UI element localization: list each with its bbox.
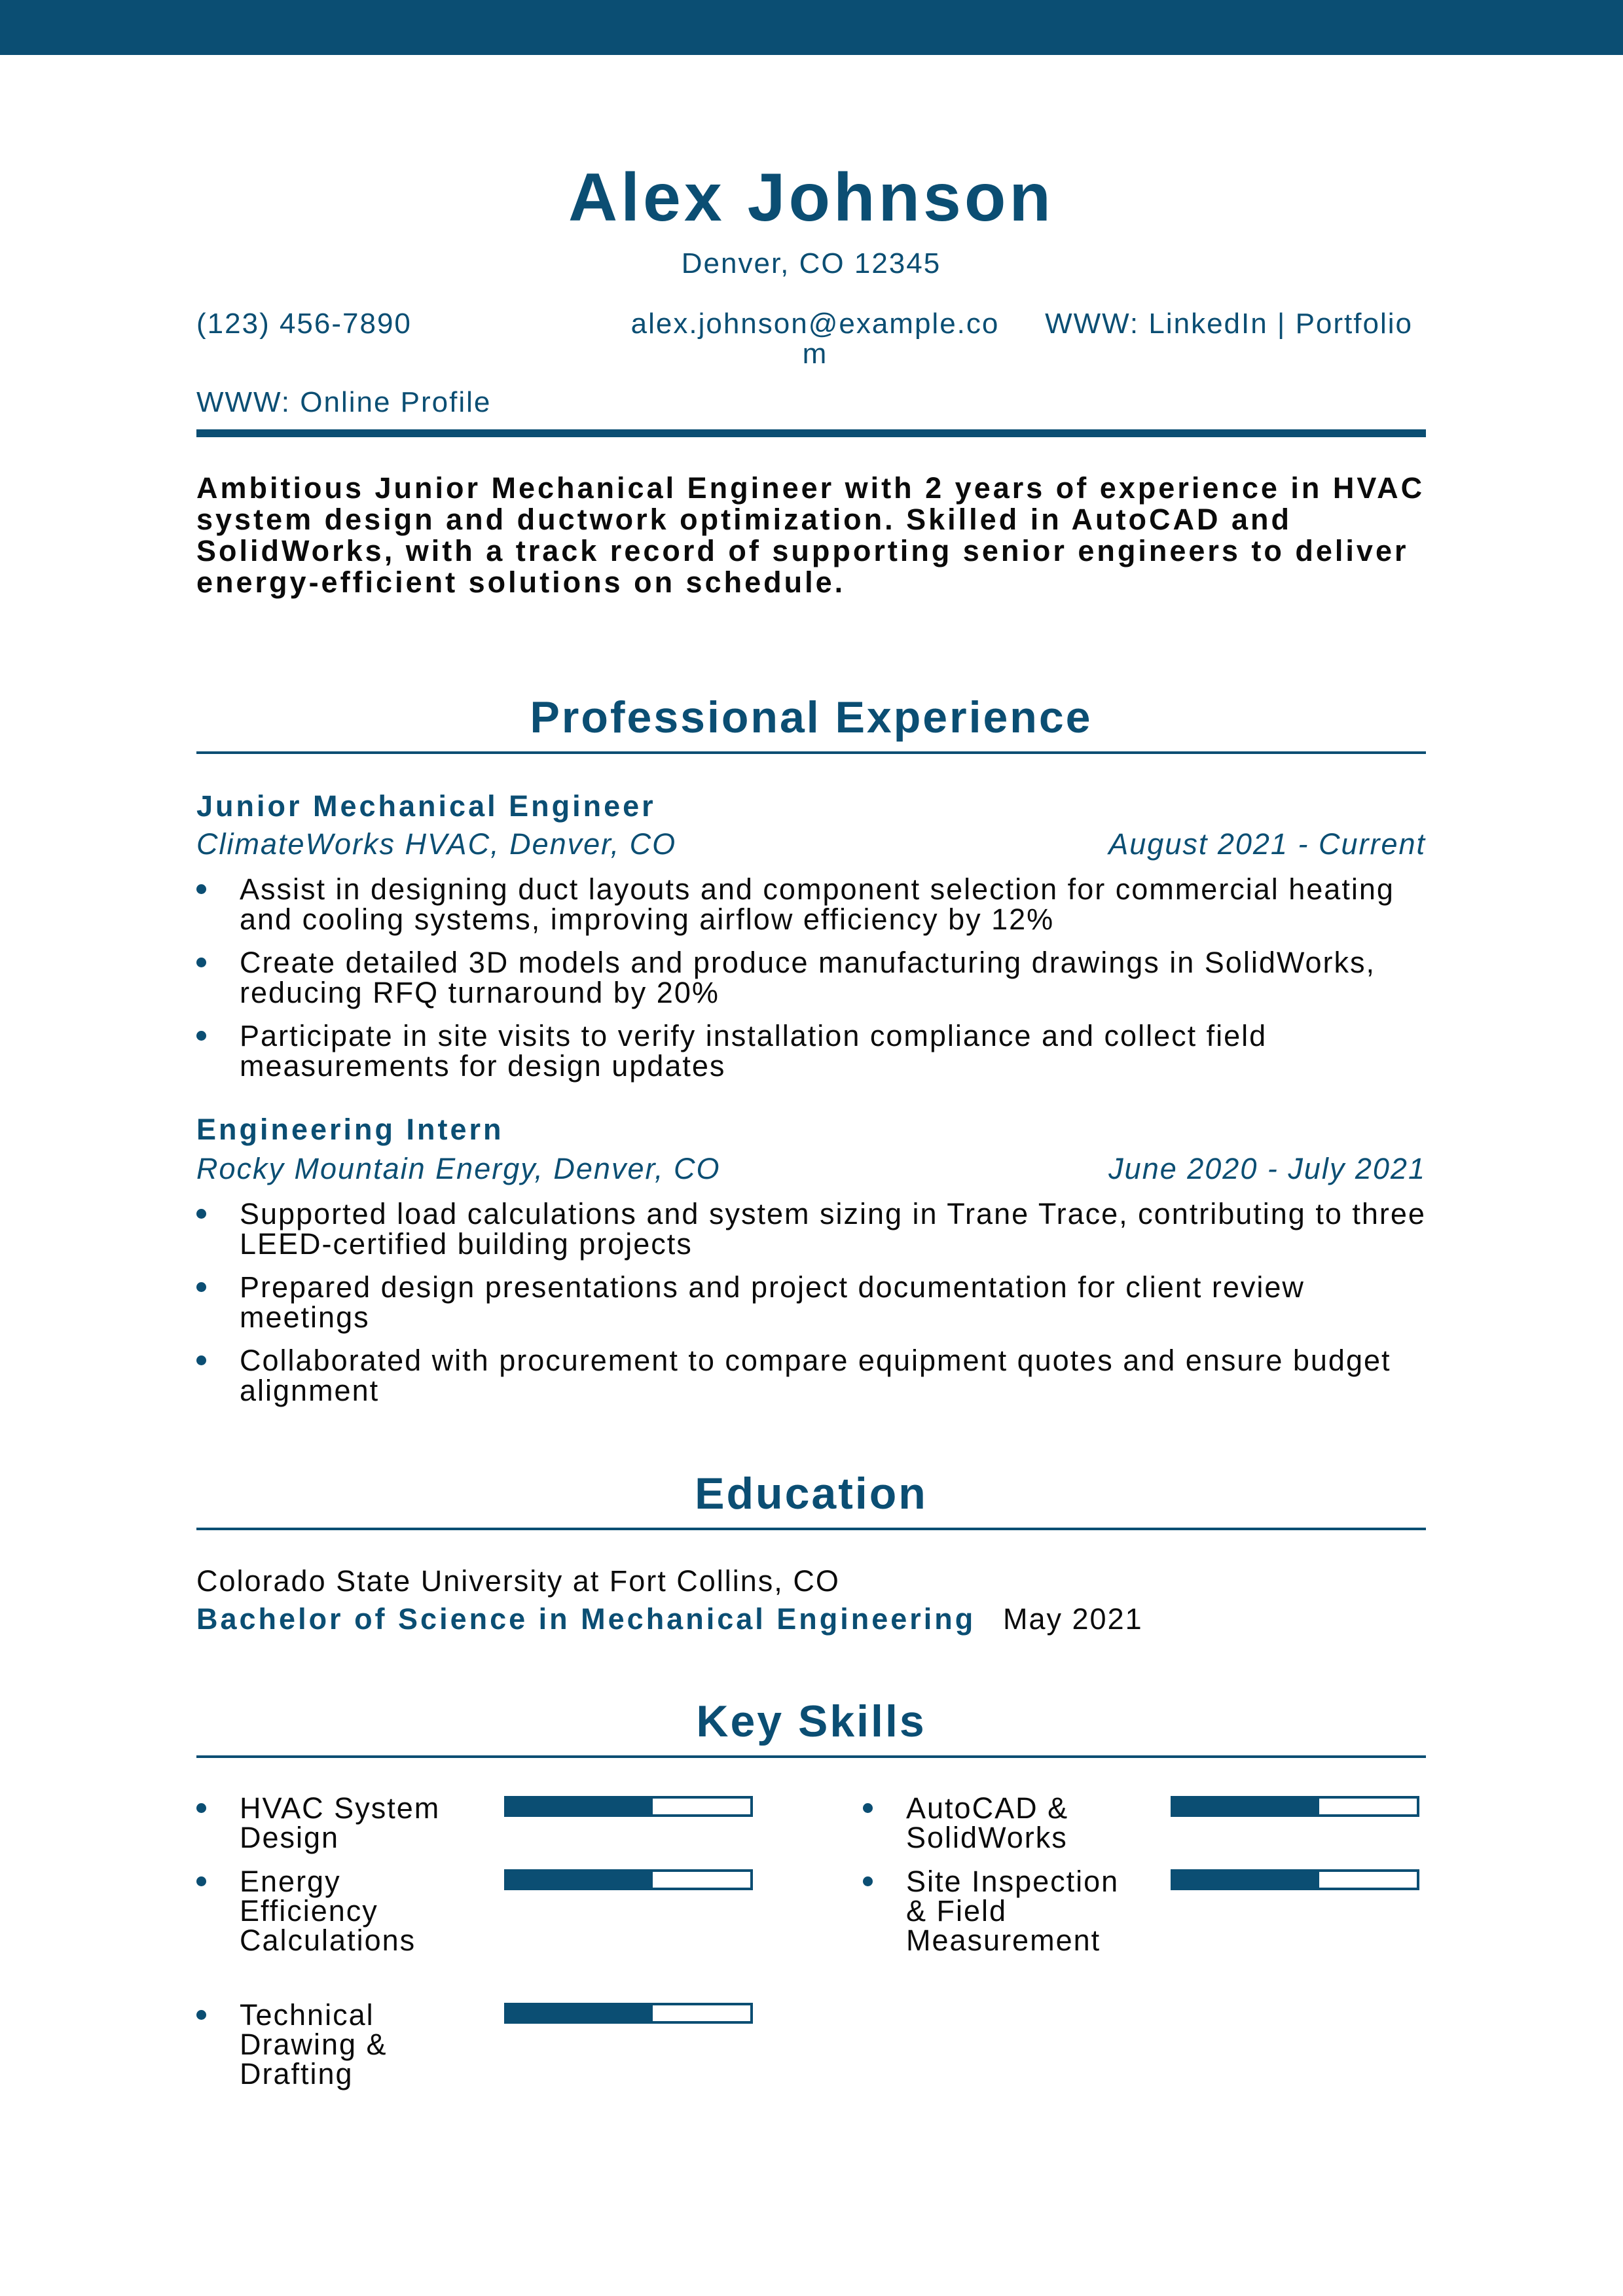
job-dates: June 2020 - July 2021	[1108, 1152, 1426, 1185]
job-title: Engineering Intern	[196, 1113, 504, 1146]
list-item: Create detailed 3D models and produce manufacturing drawings in SolidWorks, reducing RFQ turnaround by 20%	[196, 948, 1426, 1008]
skill-level-bar	[504, 1796, 753, 1817]
list-item: Prepared design presentations and project documentation for client review meetings	[196, 1272, 1426, 1333]
section-title-skills: Key Skills	[696, 1696, 926, 1746]
bullet-icon	[863, 1876, 873, 1886]
section-title-experience: Professional Experience	[530, 692, 1093, 742]
list-item: Assist in designing duct layouts and component selection for commercial heating and cooling systems, improving airflow efficiency by 12%	[196, 874, 1426, 935]
skill-label: HVAC System Design	[240, 1791, 441, 1854]
bullet-icon	[196, 1876, 206, 1886]
top-accent-bar	[0, 0, 1623, 55]
skill-level-fill	[1173, 1872, 1319, 1888]
section-title-education: Education	[695, 1469, 928, 1518]
skill-label: Technical Drawing & Drafting	[240, 1998, 388, 2090]
web-links[interactable]: WWW: LinkedIn | Portfolio	[1045, 308, 1413, 340]
list-item: Collaborated with procurement to compare equipment quotes and ensure budget alignment	[196, 1346, 1426, 1406]
job-bullets	[196, 1199, 1426, 1419]
candidate-address: Denver, CO 12345	[681, 247, 941, 279]
education-school: Colorado State University at Fort Collins, CO	[196, 1564, 840, 1598]
education-date: May 2021	[1003, 1602, 1143, 1636]
skill-level-fill	[1173, 1799, 1319, 1814]
section-divider-skills	[196, 1755, 1426, 1758]
skill-label: AutoCAD & SolidWorks	[906, 1791, 1069, 1854]
section-divider-education	[196, 1528, 1426, 1530]
list-item: Supported load calculations and system sizing in Trane Trace, contributing to three LEED-certified building projects	[196, 1199, 1426, 1259]
phone-number: (123) 456-7890	[196, 308, 412, 340]
online-profile-link[interactable]: WWW: Online Profile	[196, 386, 492, 418]
job-title: Junior Mechanical Engineer	[196, 789, 656, 823]
education-degree: Bachelor of Science in Mechanical Engineering	[196, 1602, 976, 1636]
skill-level-bar	[1171, 1796, 1419, 1817]
candidate-name: Alex Johnson	[568, 160, 1054, 236]
job-dates: August 2021 - Current	[1108, 827, 1426, 861]
section-divider-experience	[196, 751, 1426, 754]
bullet-icon	[863, 1803, 873, 1813]
job-bullets	[196, 874, 1426, 1094]
list-item: Participate in site visits to verify installation compliance and collect field measurements for design updates	[196, 1021, 1426, 1081]
header-divider	[196, 429, 1426, 437]
job-company: ClimateWorks HVAC, Denver, CO	[196, 827, 677, 861]
bullet-icon	[196, 1803, 206, 1813]
email-address[interactable]: alex.johnson@example.com	[630, 308, 1000, 370]
skill-level-bar	[1171, 1869, 1419, 1890]
job-company: Rocky Mountain Energy, Denver, CO	[196, 1152, 721, 1185]
skill-label: Site Inspection & Field Measurement	[906, 1865, 1120, 1957]
skill-level-bar	[504, 2003, 753, 2024]
professional-summary: Ambitious Junior Mechanical Engineer with 2 years of experience in HVAC system design and ductwork optimization. Skilled in AutoCAD and SolidWorks, with a track record of supporting senior engineers to deliver energy-efficient solutions on schedule.	[196, 471, 1425, 599]
skill-level-fill	[507, 1799, 653, 1814]
skill-level-bar	[504, 1869, 753, 1890]
skill-label: Energy Efficiency Calculations	[240, 1865, 416, 1957]
skill-level-fill	[507, 1872, 653, 1888]
bullet-icon	[196, 2010, 206, 2020]
skill-level-fill	[507, 2005, 653, 2021]
